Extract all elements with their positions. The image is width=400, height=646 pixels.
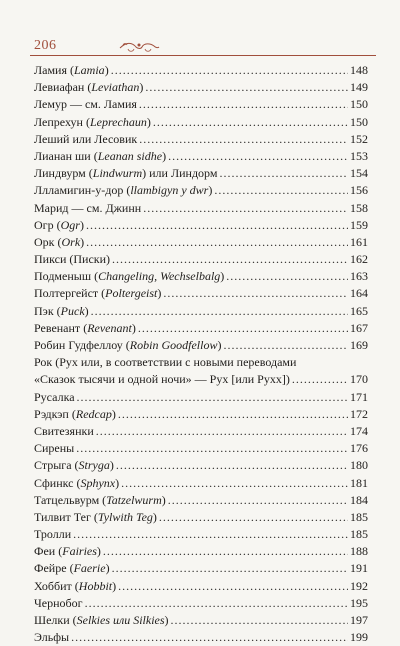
entry-page-number: 149 — [350, 80, 368, 95]
toc-entry — [34, 303, 368, 320]
entry-original-name: Leprechaun — [89, 114, 147, 129]
toc-entry — [34, 509, 368, 526]
entry-page-number: 153 — [350, 148, 368, 163]
entry-page-number: 192 — [350, 578, 368, 593]
dot-leader — [91, 303, 348, 320]
entry-name: Чернобог — [34, 595, 83, 610]
dot-leader — [292, 371, 348, 388]
toc-entry-title: Хоббит (Hobbit) — [34, 578, 117, 593]
dot-leader — [103, 543, 348, 560]
toc-entry — [34, 131, 368, 148]
entry-name: Марид — см. Джинн — [34, 200, 142, 215]
entry-page-number: 159 — [350, 217, 368, 232]
toc-entry — [34, 251, 368, 268]
entry-original-name: Selkies или Silkies — [76, 613, 165, 628]
dot-leader — [112, 560, 348, 577]
toc-entry-title — [34, 389, 75, 406]
entry-name: Шелки — [34, 613, 70, 628]
toc-entry — [34, 182, 368, 199]
dot-leader — [168, 492, 348, 509]
entry-name: Тилвит Тег — [34, 509, 91, 524]
entry-name: Феи — [34, 544, 56, 559]
entry-page-number: 180 — [350, 458, 368, 473]
entry-page-number: 181 — [350, 475, 368, 490]
entry-name: Сирены — [34, 441, 75, 456]
entry-page-number: 150 — [350, 114, 368, 129]
entry-name: Линдвурм — [34, 166, 86, 181]
toc-entry — [34, 337, 368, 354]
toc-entry-title — [34, 595, 83, 612]
entry-name: Пэк — [34, 303, 54, 318]
dot-leader — [139, 131, 348, 148]
entry-name: Лепрехун — [34, 114, 83, 129]
dot-leader — [85, 595, 348, 612]
entry-name: Стрыга — [34, 458, 72, 473]
toc-entry-title: Робин Гудфеллоу (Robin Goodfellow) — [34, 338, 222, 352]
entry-original-name: llambigyn y dwr — [130, 183, 209, 198]
toc-entry — [34, 217, 368, 234]
entry-original-name: Faerie — [73, 561, 106, 576]
entry-original-name: Ork — [61, 234, 81, 249]
entry-page-number: 161 — [350, 234, 368, 249]
toc-entry — [34, 79, 368, 96]
entry-suffix: или Линдорм — [146, 166, 218, 181]
dot-leader — [112, 251, 348, 268]
entry-page-number: 150 — [350, 97, 368, 112]
toc-entry-title — [34, 251, 110, 268]
entry-page-number: 195 — [350, 595, 368, 610]
entry-original-name: Revenant — [87, 320, 132, 335]
toc-entry — [34, 543, 368, 560]
dot-leader — [118, 578, 348, 595]
entry-original-name: Stryga — [78, 458, 110, 473]
entry-line-2-row — [34, 371, 368, 388]
toc-entry-title: Ламия (Lamia) — [34, 63, 109, 77]
toc-entry-title: Лианан ши (Leanan sidhe) — [34, 148, 167, 163]
entry-name: Свитезянки — [34, 423, 94, 438]
toc-entry-title: Левиафан (Leviathan) — [34, 80, 144, 95]
toc-entry — [34, 578, 368, 595]
dot-leader — [143, 200, 348, 217]
entry-original-name: Lamia — [74, 63, 105, 77]
entry-page-number: 165 — [350, 303, 368, 318]
dot-leader — [96, 423, 348, 440]
entry-name: Эльфы — [34, 630, 70, 645]
entry-name: Полтергейст — [34, 286, 99, 301]
entry-name: Хоббит — [34, 578, 72, 593]
toc-entry-title — [34, 440, 74, 457]
toc-entry — [34, 268, 368, 285]
entry-page-number: 152 — [350, 131, 368, 146]
toc-entry — [34, 320, 368, 337]
entry-original-name: Fairies — [62, 544, 97, 559]
toc-entry — [34, 114, 368, 131]
toc-entry-title: Сфинкс (Sphynx) — [34, 475, 120, 490]
entry-name: Фейре — [34, 561, 67, 576]
entry-page-number: 171 — [350, 389, 368, 404]
entry-original-name: Tatzelwurm — [106, 492, 162, 507]
entry-original-name: Hobbit — [78, 578, 113, 593]
page-number: 206 — [34, 38, 57, 53]
dot-leader — [226, 268, 348, 285]
entry-name: Ламия — [34, 63, 67, 77]
entry-name: Орк — [34, 234, 55, 249]
toc-entry — [34, 165, 368, 182]
toc-entry-title: Тилвит Тег (Tylwith Teg) — [34, 509, 157, 524]
entry-name: Татцельвурм — [34, 492, 100, 507]
entry-name: Пикси (Писки) — [34, 252, 111, 267]
toc-entry — [34, 629, 368, 646]
toc-entry-title — [34, 96, 137, 113]
entry-original-name: Poltergeist — [105, 286, 158, 301]
entry-original-name: Redcap — [75, 406, 112, 421]
entry-original-name: Leviathan — [91, 80, 140, 95]
toc-entry-title: Пэк (Puck) — [34, 303, 89, 318]
entry-original-name: Sphynx — [80, 475, 116, 490]
toc-entry-title: Шелки (Selkies или Silkies) — [34, 613, 169, 628]
entry-page-number: 188 — [350, 544, 368, 559]
entry-name: Тролли — [34, 527, 72, 542]
toc-entry-title: Орк (Ork) — [34, 234, 85, 249]
toc-entry-title: Полтергейст (Poltergeist) — [34, 286, 162, 301]
entry-page-number: 163 — [350, 269, 368, 284]
dot-leader — [145, 79, 348, 96]
entry-page-number: 185 — [350, 509, 368, 524]
toc-entry — [34, 595, 368, 612]
dot-leader — [77, 389, 348, 406]
entry-page-number: 162 — [350, 252, 368, 267]
entry-name: Левиафан — [34, 80, 85, 95]
dot-leader — [111, 62, 348, 79]
toc-entry — [34, 457, 368, 474]
entry-original-name: Ogr — [60, 217, 80, 232]
page-header — [30, 36, 376, 56]
entry-name: Ревенант — [34, 320, 81, 335]
entry-page-number: 158 — [350, 200, 368, 215]
toc-entry — [34, 440, 368, 457]
dot-leader — [118, 406, 348, 423]
toc-entry-title: Татцельвурм (Tatzelwurm) — [34, 492, 166, 507]
toc-entry-title — [34, 423, 94, 440]
entry-line-2: «Сказок тысячи и одной ночи» — Рух [или Рухх]) — [34, 372, 290, 387]
entry-name: Робин Гудфеллоу — [34, 338, 123, 352]
entry-page-number: 174 — [350, 423, 368, 438]
toc-entry-title — [34, 200, 141, 217]
toc-entry — [34, 62, 368, 79]
toc-entry-title: Огр (Ogr) — [34, 217, 84, 232]
toc-entry-title — [34, 526, 71, 543]
entry-name: Подменыш — [34, 269, 92, 284]
entry-page-number: 154 — [350, 166, 368, 181]
entry-page-number: 148 — [350, 63, 368, 77]
toc-entry — [34, 612, 368, 629]
toc-entry — [34, 492, 368, 509]
entry-name: Лемур — см. Ламия — [34, 97, 137, 112]
entry-page-number: 191 — [350, 561, 368, 576]
entry-name: Огр — [34, 217, 54, 232]
toc-entry-title — [34, 131, 137, 148]
entry-page-number: 167 — [350, 320, 368, 335]
entry-page-number: 185 — [350, 527, 368, 542]
toc-entry — [34, 389, 368, 406]
entry-name: Русалка — [34, 389, 75, 404]
dot-leader — [139, 96, 348, 113]
entry-name: Рэдкэп — [34, 406, 69, 421]
dot-leader — [214, 182, 348, 199]
dot-leader — [73, 526, 348, 543]
header-rule — [30, 55, 376, 56]
toc-entry — [34, 285, 368, 302]
entry-page-number: 169 — [350, 338, 368, 352]
dot-leader — [171, 612, 348, 629]
dot-leader — [86, 234, 348, 251]
entry-name: Сфинкс — [34, 475, 74, 490]
toc-entry — [34, 423, 368, 440]
toc-entry-title: Ревенант (Revenant) — [34, 320, 136, 335]
toc-entry — [34, 96, 368, 113]
floral-ornament-icon — [118, 40, 160, 54]
toc-entry — [34, 526, 368, 543]
dot-leader — [86, 217, 348, 234]
dot-leader — [153, 114, 348, 131]
dot-leader — [76, 440, 348, 457]
entry-original-name: Robin Goodfellow — [129, 338, 218, 352]
entry-name: Леший или Лесовик — [34, 131, 138, 146]
entry-original-name: Tylwith Teg — [97, 509, 153, 524]
toc-entry — [34, 560, 368, 577]
toc-entry-multiline — [34, 354, 368, 388]
dot-leader — [163, 285, 348, 302]
entry-original-name: Leanan sidhe — [97, 148, 163, 163]
dot-leader — [159, 509, 348, 526]
entry-original-name: Changeling, Wechselbalg — [98, 269, 221, 284]
dot-leader — [223, 337, 348, 354]
entry-line-1: Рок (Рух или, в соответствии с новыми переводами — [34, 355, 297, 370]
entry-page-number: 184 — [350, 492, 368, 507]
dot-leader — [116, 457, 348, 474]
dot-leader — [71, 629, 348, 646]
entry-original-name: Puck — [60, 303, 85, 318]
toc-entry-title: Подменыш (Changeling, Wechselbalg) — [34, 269, 225, 284]
entry-name: Ллламигин-у-дор — [34, 183, 124, 198]
toc-entry — [34, 148, 368, 165]
table-of-contents — [34, 62, 368, 646]
dot-leader — [138, 320, 348, 337]
toc-entry-title: Стрыга (Stryga) — [34, 458, 114, 473]
toc-entry-title: Феи (Fairies) — [34, 544, 101, 559]
toc-entry — [34, 234, 368, 251]
entry-page-number: 197 — [350, 613, 368, 628]
entry-page-number: 164 — [350, 286, 368, 301]
entry-page-number: 170 — [350, 372, 368, 387]
dot-leader — [121, 475, 348, 492]
toc-entry — [34, 200, 368, 217]
toc-entry-title: Фейре (Faerie) — [34, 561, 110, 576]
entry-name: Лианан ши — [34, 148, 91, 163]
entry-original-name: Lindwurm — [92, 166, 143, 181]
toc-entry-title: Ллламигин-у-дор (llambigyn y dwr) — [34, 183, 213, 198]
toc-entry — [34, 406, 368, 423]
entry-page-number: 199 — [350, 630, 368, 645]
entry-page-number: 172 — [350, 406, 368, 421]
toc-entry-title: Рэдкэп (Redcap) — [34, 406, 116, 421]
toc-entry-title: Лепрехун (Leprechaun) — [34, 114, 151, 129]
entry-page-number: 176 — [350, 441, 368, 456]
entry-page-number: 156 — [350, 183, 368, 198]
toc-entry-title — [34, 629, 69, 646]
dot-leader — [168, 148, 348, 165]
toc-entry — [34, 475, 368, 492]
toc-entry-title: Линдвурм (Lindwurm) или Линдорм — [34, 166, 218, 181]
dot-leader — [219, 165, 348, 182]
